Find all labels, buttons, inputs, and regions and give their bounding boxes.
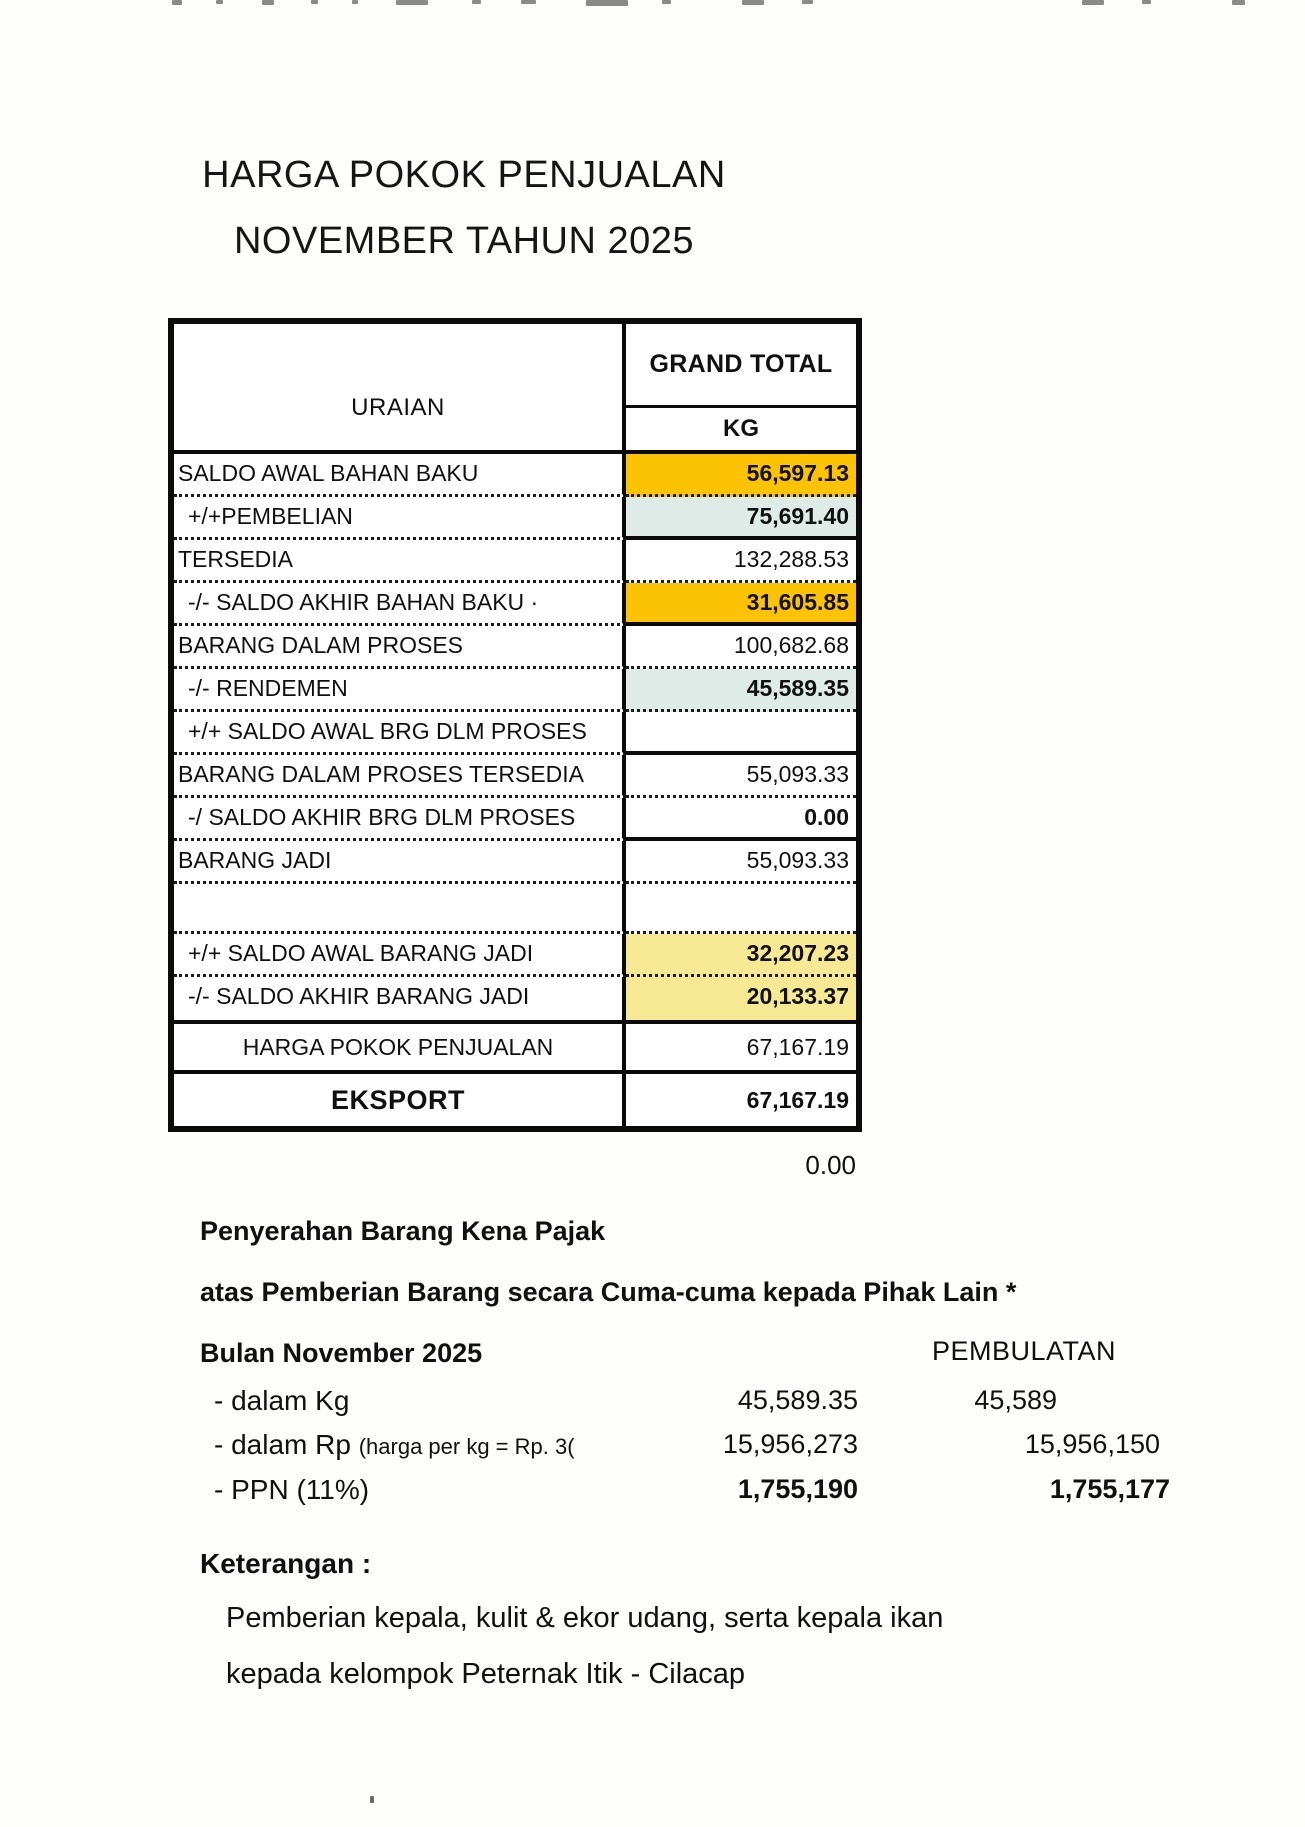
row-label: -/- SALDO AKHIR BARANG JADI [174,977,626,1020]
tax-item-label: - dalam Kg [214,1385,350,1416]
tax-item-rounded: 15,956,150 [1024,1429,1160,1459]
tax-item-value: 15,956,273 [722,1429,858,1459]
row-value: 0.00 [626,798,856,841]
remarks-line-1: Pemberian kepala, kulit & ekor udang, serta kepala ikan [226,1602,944,1634]
row-value: 55,093.33 [626,755,856,798]
row-value: 20,133.37 [626,977,856,1020]
row-value: 31,605.85 [626,583,856,626]
document-title [158,142,770,274]
tax-item-label: - dalam Rp (harga per kg = Rp. 3( [214,1429,575,1460]
row-label: +/+ SALDO AWAL BRG DLM PROSES [174,712,626,755]
row-label: BARANG JADI [174,841,626,884]
remarks-heading: Keterangan : [200,1548,372,1579]
kg-unit-header: KG [723,415,759,442]
row-label: BARANG DALAM PROSES TERSEDIA [174,755,626,798]
title-line-1: HARGA POKOK PENJUALAN [202,154,726,196]
table-row [174,669,856,712]
row-label: SALDO AWAL BAHAN BAKU [174,454,626,497]
grand-total-header: GRAND TOTAL [626,324,856,408]
tax-item-rounded: 1,755,177 [1049,1474,1170,1504]
hpp-total-row [174,1020,856,1070]
table-row [174,841,856,884]
row-value [626,712,856,755]
tax-item-label: - PPN (11%) [214,1474,370,1505]
row-label [174,884,626,934]
pembulatan-header: PEMBULATAN [932,1336,1117,1366]
tax-note-line-2: atas Pemberian Barang secara Cuma-cuma kepada Pihak Lain * [200,1277,1017,1307]
below-table-zero-value: 0.00 [805,1150,856,1180]
grand-total-header-group [626,324,856,450]
row-value: 67,167.19 [746,1034,849,1060]
table-row [174,798,856,841]
remarks-line-2: kepada kelompok Peternak Itik - Cilacap [226,1658,746,1690]
table-row [174,497,856,540]
row-value [626,884,856,934]
tax-item-note: (harga per kg = Rp. 3( [358,1434,575,1459]
tax-item-value: 45,589.35 [737,1385,858,1415]
hpp-table [168,318,862,1132]
table-row [174,712,856,755]
tax-item-value: 1,755,190 [737,1474,858,1504]
row-label: EKSPORT [174,1074,626,1126]
row-label: BARANG DALAM PROSES [174,626,626,669]
row-label: HARGA POKOK PENJUALAN [174,1024,626,1070]
tax-note-line-3: Bulan November 2025 [200,1338,483,1368]
row-label: -/- SALDO AKHIR BAHAN BAKU · [174,583,626,626]
row-label: -/ SALDO AKHIR BRG DLM PROSES [174,798,626,841]
row-value: 55,093.33 [626,841,856,884]
row-value: 100,682.68 [626,626,856,669]
tax-note-line-1: Penyerahan Barang Kena Pajak [200,1216,606,1246]
row-value: 56,597.13 [626,454,856,497]
table-row [174,583,856,626]
row-label: +/+PEMBELIAN [174,497,626,540]
table-row [174,626,856,669]
row-value: 75,691.40 [626,497,856,540]
title-line-2: NOVEMBER TAHUN 2025 [233,220,694,262]
row-value: 32,207.23 [626,934,856,977]
eksport-row [174,1070,856,1126]
row-value: 67,167.19 [746,1087,849,1113]
table-row [174,934,856,977]
table-row [174,977,856,1020]
table-row [174,755,856,798]
row-label: TERSEDIA [174,540,626,583]
table-header [174,324,856,454]
row-label: -/- RENDEMEN [174,669,626,712]
uraian-header: URAIAN [174,324,626,450]
tax-item-rounded: 45,589 [974,1385,1057,1415]
table-row [174,454,856,497]
row-label: +/+ SALDO AWAL BARANG JADI [174,934,626,977]
table-row [174,540,856,583]
row-value: 45,589.35 [626,669,856,712]
table-row-empty [174,884,856,934]
row-value: 132,288.53 [626,540,856,583]
